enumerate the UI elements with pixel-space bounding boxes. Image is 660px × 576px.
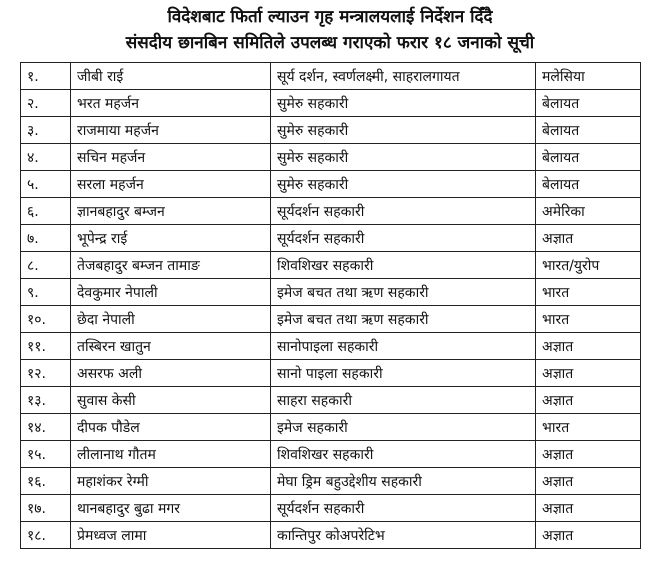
cooperative-cell: साहरा सहकारी	[271, 387, 536, 414]
country-cell: भारत	[536, 414, 641, 441]
table-row	[21, 495, 641, 522]
cooperative-cell: कान्तिपुर कोअपरेटिभ	[271, 522, 536, 549]
name-cell: सचिन महर्जन	[71, 144, 271, 171]
table-row	[21, 63, 641, 90]
table-row	[21, 90, 641, 117]
serial-number-cell: ५.	[21, 171, 71, 198]
serial-number-cell: १०.	[21, 306, 71, 333]
cooperative-cell: सुमेरु सहकारी	[271, 171, 536, 198]
table-row	[21, 117, 641, 144]
cooperative-cell: इमेज बचत तथा ऋण सहकारी	[271, 279, 536, 306]
table-row	[21, 198, 641, 225]
name-cell: देवकुमार नेपाली	[71, 279, 271, 306]
serial-number-cell: ९.	[21, 279, 71, 306]
country-cell: अज्ञात	[536, 360, 641, 387]
table-row	[21, 522, 641, 549]
name-cell: थानबहादुर बुढा मगर	[71, 495, 271, 522]
title-line-2: संसदीय छानबिन समितिले उपलब्ध गराएको फरार १८ जनाको सूची	[125, 33, 535, 53]
country-cell: बेलायत	[536, 171, 641, 198]
name-cell: भरत महर्जन	[71, 90, 271, 117]
name-cell: लीलानाथ गौतम	[71, 441, 271, 468]
cooperative-cell: सुमेरु सहकारी	[271, 117, 536, 144]
country-cell: अज्ञात	[536, 441, 641, 468]
serial-number-cell: ८.	[21, 252, 71, 279]
country-cell: भारत	[536, 306, 641, 333]
serial-number-cell: २.	[21, 90, 71, 117]
country-cell: मलेसिया	[536, 63, 641, 90]
name-cell: तेजबहादुर बम्जन तामाङ	[71, 252, 271, 279]
country-cell: बेलायत	[536, 90, 641, 117]
table-row	[21, 279, 641, 306]
cooperative-cell: सानो पाइला सहकारी	[271, 360, 536, 387]
cooperative-cell: सूर्य दर्शन, स्वर्णलक्ष्मी, साहरालगायत	[271, 63, 536, 90]
name-cell: सरला महर्जन	[71, 171, 271, 198]
table-row	[21, 468, 641, 495]
table-row	[21, 333, 641, 360]
table-row	[21, 414, 641, 441]
country-cell: अज्ञात	[536, 495, 641, 522]
name-cell: भूपेन्द्र राई	[71, 225, 271, 252]
table-row	[21, 144, 641, 171]
cooperative-cell: सूर्यदर्शन सहकारी	[271, 495, 536, 522]
name-cell: सुवास केसी	[71, 387, 271, 414]
name-cell: जीबी राई	[71, 63, 271, 90]
fugitive-list-table	[20, 62, 641, 549]
name-cell: राजमाया महर्जन	[71, 117, 271, 144]
cooperative-cell: सुमेरु सहकारी	[271, 144, 536, 171]
table-row	[21, 387, 641, 414]
cooperative-cell: शिवशिखर सहकारी	[271, 441, 536, 468]
serial-number-cell: ३.	[21, 117, 71, 144]
country-cell: अज्ञात	[536, 522, 641, 549]
serial-number-cell: १५.	[21, 441, 71, 468]
title-line-1: विदेशबाट फिर्ता ल्याउन गृह मन्त्रालयलाई निर्देशन दिँदै	[167, 7, 493, 27]
name-cell: ज्ञानबहादुर बम्जन	[71, 198, 271, 225]
cooperative-cell: सूर्यदर्शन सहकारी	[271, 198, 536, 225]
document-heading	[0, 0, 660, 54]
serial-number-cell: ७.	[21, 225, 71, 252]
serial-number-cell: ४.	[21, 144, 71, 171]
serial-number-cell: १३.	[21, 387, 71, 414]
serial-number-cell: ११.	[21, 333, 71, 360]
country-cell: भारत/युरोप	[536, 252, 641, 279]
name-cell: असरफ अली	[71, 360, 271, 387]
country-cell: अज्ञात	[536, 333, 641, 360]
serial-number-cell: १७.	[21, 495, 71, 522]
name-cell: दीपक पौडेल	[71, 414, 271, 441]
table-row	[21, 360, 641, 387]
cooperative-cell: सानोपाइला सहकारी	[271, 333, 536, 360]
cooperative-cell: सुमेरु सहकारी	[271, 90, 536, 117]
name-cell: प्रेमध्वज लामा	[71, 522, 271, 549]
country-cell: अज्ञात	[536, 225, 641, 252]
serial-number-cell: १८.	[21, 522, 71, 549]
table-row	[21, 252, 641, 279]
cooperative-cell: इमेज बचत तथा ऋण सहकारी	[271, 306, 536, 333]
table-row	[21, 225, 641, 252]
country-cell: बेलायत	[536, 144, 641, 171]
country-cell: भारत	[536, 279, 641, 306]
country-cell: अमेरिका	[536, 198, 641, 225]
cooperative-cell: सूर्यदर्शन सहकारी	[271, 225, 536, 252]
serial-number-cell: १.	[21, 63, 71, 90]
table-row	[21, 306, 641, 333]
cooperative-cell: शिवशिखर सहकारी	[271, 252, 536, 279]
serial-number-cell: १२.	[21, 360, 71, 387]
country-cell: बेलायत	[536, 117, 641, 144]
cooperative-cell: मेघा ड्रिम बहुउद्देशीय सहकारी	[271, 468, 536, 495]
country-cell: अज्ञात	[536, 468, 641, 495]
serial-number-cell: १४.	[21, 414, 71, 441]
table-row	[21, 171, 641, 198]
serial-number-cell: १६.	[21, 468, 71, 495]
cooperative-cell: इमेज सहकारी	[271, 414, 536, 441]
name-cell: छेदा नेपाली	[71, 306, 271, 333]
country-cell: अज्ञात	[536, 387, 641, 414]
name-cell: तस्बिरन खातुन	[71, 333, 271, 360]
table-row	[21, 441, 641, 468]
name-cell: महाशंकर रेग्मी	[71, 468, 271, 495]
serial-number-cell: ६.	[21, 198, 71, 225]
